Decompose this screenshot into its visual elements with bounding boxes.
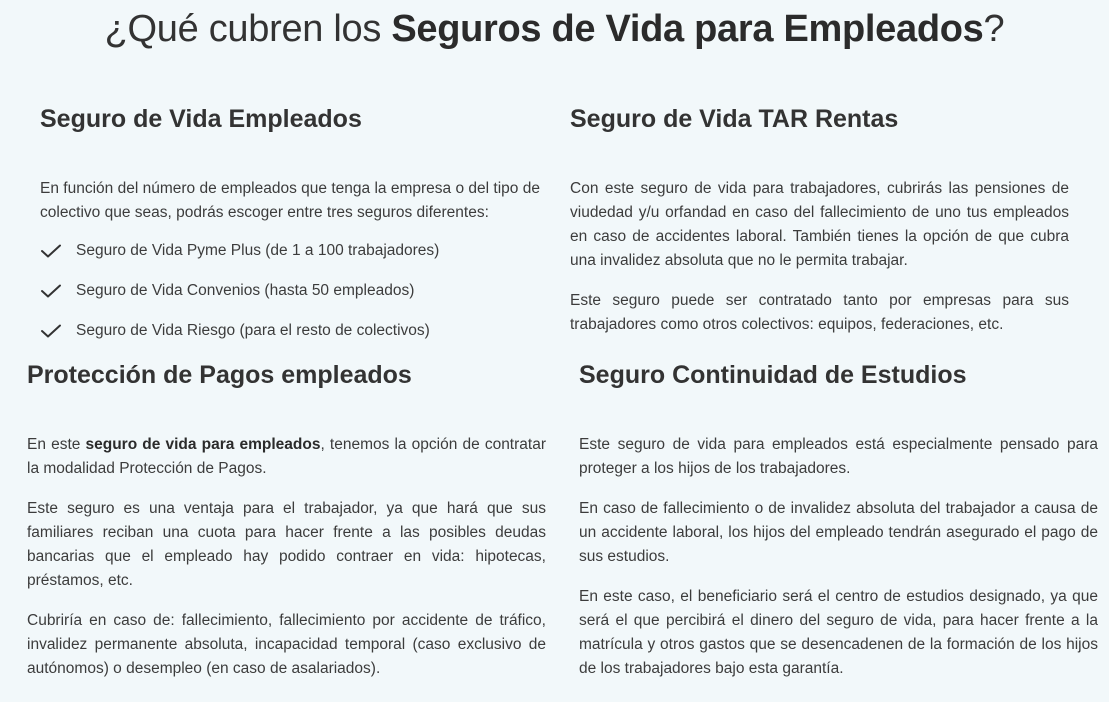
section-body xyxy=(579,433,1098,681)
check-icon xyxy=(40,324,62,338)
section-paragraph: Este seguro puede ser contratado tanto por empresas para sus trabajadores como otros colectivos: equipos, federaciones, etc. xyxy=(570,292,1069,333)
page-title xyxy=(0,6,1109,52)
section-body xyxy=(570,177,1069,337)
check-icon xyxy=(40,284,62,298)
section-body xyxy=(27,433,546,681)
section-body xyxy=(40,177,540,343)
checklist-item xyxy=(40,239,540,263)
section-seguro-vida-empleados xyxy=(40,103,540,359)
section-paragraph: Este seguro es una ventaja para el trabajador, ya que hará que sus familiares reciban una cuota para hacer frente a las posibles deudas bancarias que el empleado hay podido contraer en vida: hipotecas, préstamos, etc. xyxy=(27,500,546,589)
section-intro: En función del número de empleados que tenga la empresa o del tipo de colectivo que seas, podrás escoger entre tres seguros diferentes: xyxy=(40,180,540,221)
section-paragraph: En caso de fallecimiento o de invalidez absoluta del trabajador a causa de un accidente laboral, los hijos del empleado tendrán asegurado el pago de sus estudios. xyxy=(579,500,1098,565)
page-title-bold: Seguros de Vida para Empleados xyxy=(391,8,984,50)
paragraph-bold-text: seguro de vida para empleados xyxy=(85,436,321,453)
page-title-prefix: ¿Qué cubren los xyxy=(104,8,392,50)
paragraph-text: , tenemos la opción de contratar la modalidad Protección de Pagos. xyxy=(27,436,546,477)
checklist xyxy=(40,239,540,343)
section-paragraph xyxy=(27,433,546,481)
checklist-item-label: Seguro de Vida Convenios (hasta 50 empleados) xyxy=(76,282,415,299)
page-title-suffix: ? xyxy=(983,8,1005,50)
section-paragraph: En este caso, el beneficiario será el centro de estudios designado, ya que será el que percibirá el dinero del seguro de vida, para hacer frente a la matrícula y otros gastos que se desencadenen de la formación de los hijos de los trabajadores bajo esta garantía. xyxy=(579,588,1098,677)
section-heading: Seguro de Vida TAR Rentas xyxy=(570,105,899,133)
section-heading: Protección de Pagos empleados xyxy=(27,361,412,389)
checklist-item-label: Seguro de Vida Riesgo (para el resto de colectivos) xyxy=(76,322,430,339)
section-proteccion-pagos xyxy=(27,359,546,681)
check-icon xyxy=(40,244,62,258)
section-seguro-vida-tar-rentas xyxy=(570,103,1069,337)
checklist-item xyxy=(40,319,540,343)
section-paragraph: Con este seguro de vida para trabajadores, cubrirás las pensiones de viudedad y/u orfandad en caso del fallecimiento de uno tus empleados en caso de accidentes laboral. También tienes la opción de que cubra una invalidez absoluta que no le permita trabajar. xyxy=(570,180,1069,269)
section-paragraph: Este seguro de vida para empleados está especialmente pensado para proteger a los hijos de los trabajadores. xyxy=(579,436,1098,477)
checklist-item xyxy=(40,279,540,303)
section-paragraph: Cubriría en caso de: fallecimiento, fallecimiento por accidente de tráfico, invalidez permanente absoluta, incapacidad temporal (caso exclusivo de autónomos) o desempleo (en caso de asalariados). xyxy=(27,612,546,677)
section-heading: Seguro de Vida Empleados xyxy=(40,105,362,133)
section-heading: Seguro Continuidad de Estudios xyxy=(579,361,967,389)
paragraph-text: En este xyxy=(27,436,86,453)
checklist-item-label: Seguro de Vida Pyme Plus (de 1 a 100 trabajadores) xyxy=(76,242,440,259)
section-continuidad-estudios xyxy=(579,359,1098,681)
